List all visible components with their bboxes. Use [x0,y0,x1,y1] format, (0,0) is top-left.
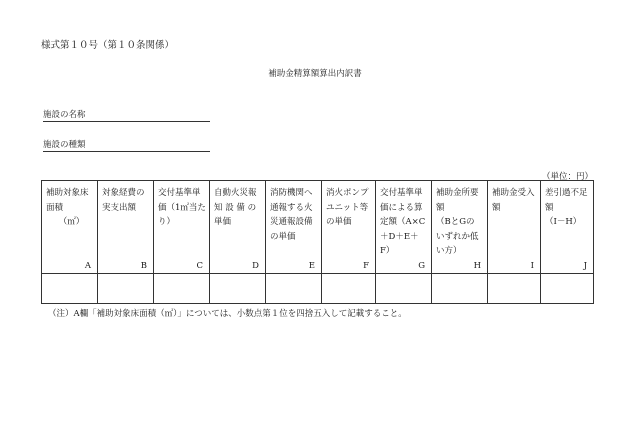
column-letter-d: D [252,261,259,271]
header-label-h: 補助金所要 額 （BとGの いずれか低 い方） [436,188,479,256]
header-cell-b [98,181,154,274]
column-letter-g: G [418,261,425,271]
header-label-e: 消防機関へ 通報する火 災通報設備 の単価 [270,188,313,242]
header-cell-d [210,181,266,274]
data-cell-f[interactable] [322,274,376,304]
header-cell-i [488,181,541,274]
facility-type-label: 施設の種類 [43,140,86,150]
form-number: 様式第１０号（第１０条関係） [41,40,175,51]
data-cell-c[interactable] [154,274,210,304]
data-cell-h[interactable] [432,274,488,304]
header-label-a: 補助対象床 面積 （㎡） [46,188,89,227]
data-cell-j[interactable] [541,274,594,304]
data-cell-d[interactable] [210,274,266,304]
column-letter-c: C [196,261,203,271]
header-row [42,181,594,274]
header-cell-e [266,181,322,274]
header-label-g: 交付基準単 価による算 定額（A×C ＋D＋E＋ F） [380,188,426,256]
header-label-b: 対象経費の 実支出額 [102,188,145,213]
header-cell-c [154,181,210,274]
facility-name-label: 施設の名称 [43,110,86,120]
header-label-c: 交付基準単 価（1㎡当た り） [158,188,206,227]
unit-label: （単位：円） [542,172,594,182]
facility-type-field[interactable] [43,139,210,152]
header-cell-g [376,181,432,274]
facility-name-field[interactable] [43,109,210,122]
footnote: （注）A欄「補助対象床面積（㎡）」については、小数点第１位を四捨五入して記載すること。 [48,309,407,319]
data-cell-b[interactable] [98,274,154,304]
header-label-d: 自動火災報 知 設 備 の 単価 [214,188,257,227]
calculation-table [41,180,594,304]
column-letter-a: A [84,261,91,271]
document-title: 補助金精算額算出内訳書 [268,69,362,79]
data-cell-a[interactable] [42,274,98,304]
header-cell-h [432,181,488,274]
column-letter-i: I [530,261,534,271]
column-letter-f: F [363,261,369,271]
header-label-j: 差引過不足 額 （I－H） [545,188,588,227]
data-cell-e[interactable] [266,274,322,304]
column-letter-b: B [140,261,147,271]
data-cell-g[interactable] [376,274,432,304]
header-label-f: 消火ポンプ ユニット等 の単価 [326,188,369,227]
column-letter-h: H [473,261,481,271]
header-cell-f [322,181,376,274]
header-cell-j [541,181,594,274]
column-letter-e: E [308,261,315,271]
data-row [42,274,594,304]
header-cell-a [42,181,98,274]
data-cell-i[interactable] [488,274,541,304]
header-label-i: 補助金受入 額 [492,188,535,213]
column-letter-j: J [583,261,587,271]
